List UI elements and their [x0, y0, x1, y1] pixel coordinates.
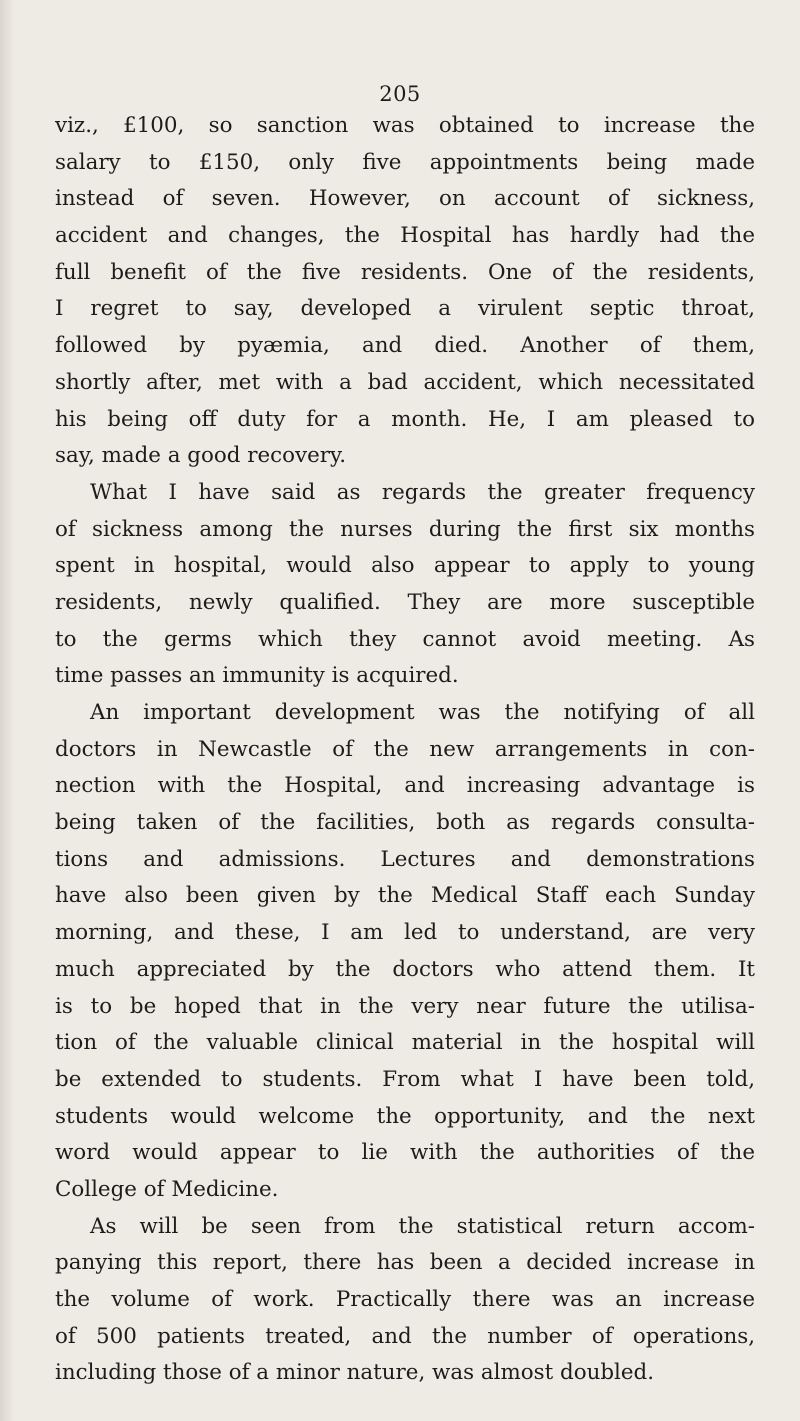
- text-line: be extended to students. From what I have been told,: [55, 1066, 755, 1092]
- text-line: panying this report, there has been a decided increase in: [55, 1250, 755, 1276]
- text-line: morning, and these, I am led to understand, are very: [55, 920, 755, 946]
- text-line: time passes an immunity is acquired.: [55, 663, 459, 689]
- text-line: being taken of the facilities, both as regards consulta-: [55, 810, 755, 836]
- text-line: tions and admissions. Lectures and demonstrations: [55, 846, 755, 872]
- text-line: As will be seen from the statistical return accom-: [90, 1213, 755, 1239]
- text-line: have also been given by the Medical Staff each Sunday: [55, 883, 755, 909]
- text-line: shortly after, met with a bad accident, which necessitated: [55, 369, 755, 395]
- page-edge-shadow: [0, 0, 14, 1421]
- body-text: [55, 108, 755, 1392]
- text-line: his being off duty for a month. He, I am pleased to: [55, 406, 755, 432]
- text-line: including those of a minor nature, was almost doubled.: [55, 1360, 655, 1386]
- text-line: viz., £100, so sanction was obtained to increase the: [55, 113, 755, 138]
- text-line: to the germs which they cannot avoid meeting. As: [55, 626, 755, 652]
- text-line: spent in hospital, would also appear to apply to young: [55, 553, 755, 579]
- text-line: tion of the valuable clinical material in the hospital will: [55, 1030, 755, 1056]
- text-line: accident and changes, the Hospital has hardly had the: [55, 223, 755, 249]
- text-line: of sickness among the nurses during the first six months: [55, 516, 755, 542]
- text-line: the volume of work. Practically there was an increase: [55, 1287, 755, 1312]
- text-line: full benefit of the five residents. One of the residents,: [55, 259, 755, 285]
- page-number: 205: [379, 82, 421, 106]
- text-line: word would appear to lie with the authorities of the: [55, 1140, 755, 1166]
- text-line: nection with the Hospital, and increasing advantage is: [55, 773, 755, 799]
- text-line: of 500 patients treated, and the number of operations,: [55, 1323, 755, 1349]
- text-line: students would welcome the opportunity, and the next: [55, 1103, 755, 1129]
- text-line: An important development was the notifying of all: [90, 700, 755, 725]
- text-line: I regret to say, developed a virulent septic throat,: [55, 296, 755, 322]
- text-line: salary to £150, only five appointments being made: [55, 149, 755, 175]
- text-line: followed by pyæmia, and died. Another of them,: [55, 333, 755, 359]
- text-line: is to be hoped that in the very near future the utilisa-: [55, 993, 755, 1019]
- text-line: doctors in Newcastle of the new arrangements in con-: [55, 736, 755, 762]
- text-line: instead of seven. However, on account of sickness,: [55, 186, 755, 212]
- text-line: say, made a good recovery.: [55, 443, 347, 469]
- text-line: residents, newly qualified. They are more susceptible: [55, 589, 755, 615]
- text-line: College of Medicine.: [55, 1176, 279, 1202]
- text-line: much appreciated by the doctors who attend them. It: [55, 956, 755, 982]
- text-line: What I have said as regards the greater frequency: [90, 479, 755, 505]
